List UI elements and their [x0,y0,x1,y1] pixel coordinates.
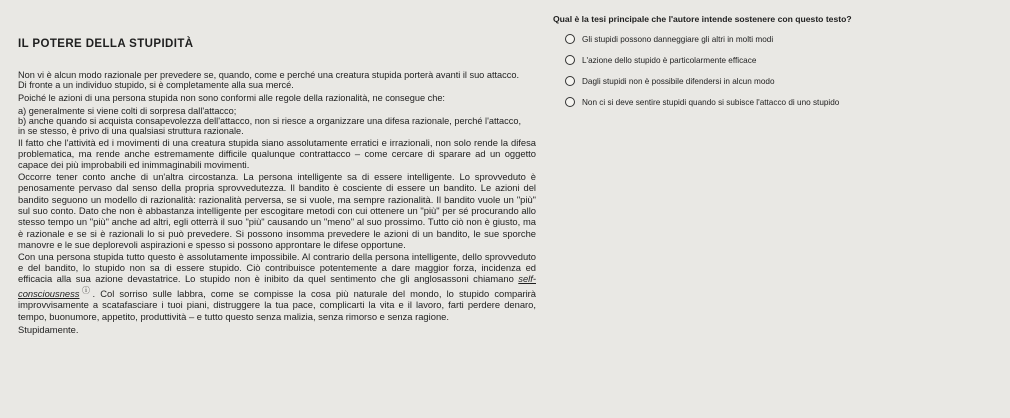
quiz-option-label: L'azione dello stupido è particolarmente efficace [582,55,757,65]
radio-button-icon[interactable] [565,97,575,107]
quiz-panel [553,14,993,118]
article-intro [18,70,536,137]
intro-line: b) anche quando si acquista consapevolezza dell'attacco, non si riesce a organizzare una difesa razionale, perché l'attacco, [18,116,522,127]
footnote-icon[interactable]: ⓘ [79,285,93,295]
quiz-option-label: Dagli stupidi non è possibile difendersi in alcun modo [582,76,775,86]
paragraph-3-text-before: Con una persona stupida tutto questo è assolutamente impossibile. Al contrario della persona intelligente, dello sprovveduto e del bandito, lo stupido non sa di essere stupido. Ciò contribuisce potentemente a dare maggior forza, incidenza ed efficacia alla sua azione devastatrice. Lo stupido non è inibito da quel sentimento che gli anglosassoni chiamano [18,250,536,285]
quiz-option-4[interactable] [565,97,993,107]
article-title: IL POTERE DELLA STUPIDITÀ [18,38,194,50]
article-paragraph-1: Il fatto che l'attività ed i movimenti di una creatura stupida siano assolutamente erratici e irrazionali, non solo rende la difesa problematica, ma rende anche estremamente difficile qualunque contrattacco – come cercare di sparare ad un oggetto capace dei più improbabili ed inimmaginabili movimenti. [18,136,536,171]
radio-button-icon[interactable] [565,76,575,86]
intro-line: Non vi è alcun modo razionale per prevedere se, quando, come e perché una creatura stupida porterà avanti il suo attacco. [18,70,520,80]
radio-button-icon[interactable] [565,55,575,65]
paragraph-3-text-after: . Col sorriso sulle labbra, come se compisse la cosa più naturale del mondo, lo stupido comparirà improvvisamente a scatafasciare i tuoi piani, distruggere la tua pace, complicarti la vita e il lavoro, farti perdere denaro, tempo, buonumore, appetito, produttività – e tutto questo senza malizia, senza rimorso e senza ragione. [18,287,537,322]
article-panel [18,30,536,336]
quiz-question: Qual è la tesi principale che l'autore intende sostenere con questo testo? [553,14,852,24]
radio-button-icon[interactable] [565,34,575,44]
intro-line: in se stesso, è privo di una qualsiasi struttura razionale. [18,126,244,137]
quiz-option-3[interactable] [565,76,993,86]
quiz-option-label: Non ci si deve sentire stupidi quando si subisce l'attacco di uno stupido [582,97,840,107]
quiz-option-label: Gli stupidi possono danneggiare gli altri in molti modi [582,34,774,44]
intro-line: Poiché le azioni di una persona stupida non sono conformi alle regole della razionalità, ne consegue che: [18,93,445,104]
article-closing: Stupidamente. [18,324,79,336]
intro-line: a) generalmente si viene colti di sorpresa dall'attacco; [18,106,237,117]
article-paragraph-3 [18,251,536,323]
self-consciousness-term: self-consciousness [18,273,536,299]
article-paragraph-2: Occorre tener conto anche di un'altra circostanza. La persona intelligente sa di essere intelligente. Lo sprovveduto è penosamente pervaso dal senso della propria sprovvedutezza. Il bandito è cosciente di essere un bandito. Le azioni del bandito seguono un modello di razionalità: razionalità perversa, se si vuole, ma sempre razionalità. Il bandito vuole un "più" sul suo conto. Dato che non è abbastanza intelligente per escogitare metodi con cui ottenere un "più" per sé procurando allo stesso tempo un "più" anche ad altri, egli otterrà il suo "più" causando un "meno" al suo prossimo. Tutto ciò non è giusto, ma è razionale e se si è razionali lo si può prevedere. Si possono insomma prevedere le azioni di un bandito, le sue sporche manovre e le sue deplorevoli aspirazioni e spesso si possono approntare le difese opportune. [18,170,536,251]
quiz-option-2[interactable] [565,55,993,65]
intro-line: Di fronte a un individuo stupido, si è completamente alla sua mercé. [18,80,294,91]
quiz-option-1[interactable] [565,34,993,44]
